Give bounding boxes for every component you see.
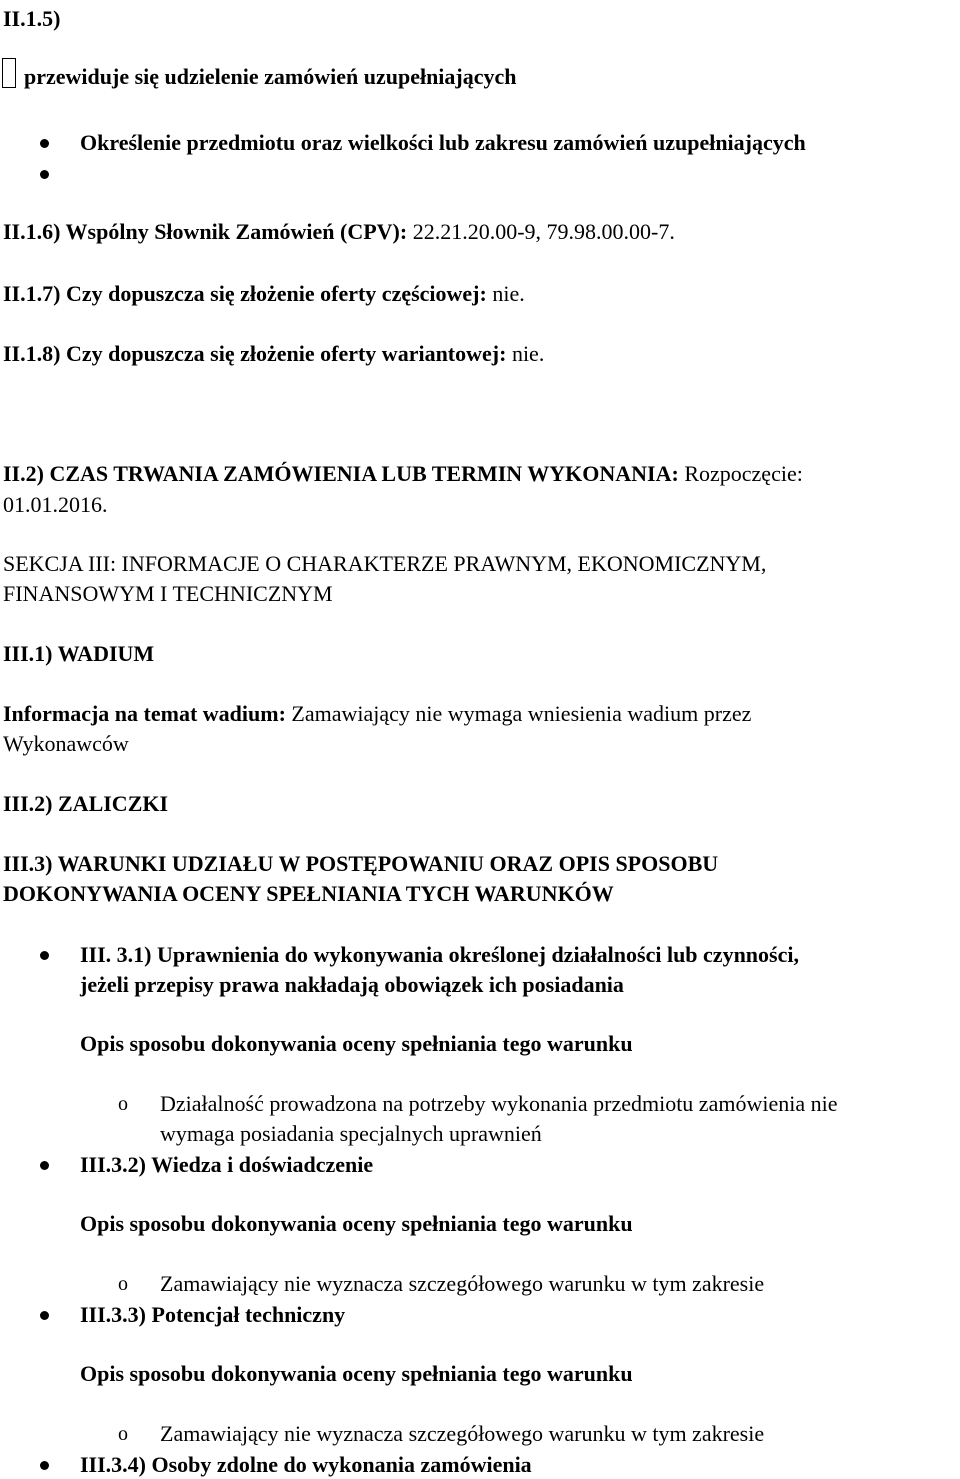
cpv-line (3, 221, 675, 243)
cpv-value: 22.21.20.00-9, 79.98.00.00-7. (412, 219, 675, 244)
bullet-icon (40, 1461, 49, 1470)
section-iii-title-line2: FINANSOWYM I TECHNICZNYM (3, 581, 333, 606)
duration-date: 01.01.2016. (3, 492, 108, 517)
condition-2-title: III.3.2) Wiedza i doświadczenie (80, 1152, 374, 1177)
cpv-label: II.1.6) Wspólny Słownik Zamówień (CPV): (3, 219, 408, 244)
checkbox-label: przewiduje się udzielenie zamówień uzupełniających (24, 64, 517, 89)
condition-3-title: III.3.3) Potencjał techniczny (80, 1302, 346, 1327)
variant-offer-label: II.1.8) Czy dopuszcza się złożenie oferty wariantowej: (3, 341, 507, 366)
condition-4-title: III.3.4) Osoby zdolne do wykonania zamówienia (80, 1452, 532, 1477)
conditions-heading-line2: DOKONYWANIA OCENY SPEŁNIANIA TYCH WARUNKÓW (3, 881, 614, 906)
partial-offer-line (3, 283, 525, 305)
condition-1-desc-line1: Działalność prowadzona na potrzeby wykonania przedmiotu zamówienia nie (160, 1091, 838, 1116)
variant-offer-value: nie. (511, 341, 545, 366)
duration-label: II.2) CZAS TRWANIA ZAMÓWIENIA LUB TERMIN WYKONANIA: (3, 461, 679, 486)
zaliczki-heading: III.2) ZALICZKI (3, 791, 169, 816)
condition-2-desc: Zamawiający nie wyznacza szczegółowego warunku w tym zakresie (160, 1271, 765, 1296)
supplementary-orders-label: Określenie przedmiotu oraz wielkości lub zakresu zamówień uzupełniających (80, 130, 806, 155)
bullet-icon (40, 170, 49, 179)
bullet-icon (40, 1161, 49, 1170)
section-heading-ii-1-5: II.1.5) (3, 6, 61, 31)
condition-2-desc-label: Opis sposobu dokonywania oceny spełniania tego warunku (80, 1211, 633, 1236)
checkbox[interactable] (2, 58, 16, 88)
condition-1-desc-label: Opis sposobu dokonywania oceny spełniania tego warunku (80, 1031, 633, 1056)
variant-offer-line (3, 343, 544, 365)
circle-bullet-icon: o (118, 1093, 128, 1115)
wadium-value: Zamawiający nie wymaga wniesienia wadium przez (291, 701, 752, 726)
bullet-icon (40, 951, 49, 960)
conditions-heading-line1: III.3) WARUNKI UDZIAŁU W POSTĘPOWANIU ORAZ OPIS SPOSOBU (3, 851, 719, 876)
bullet-icon (40, 1311, 49, 1320)
partial-offer-value: nie. (492, 281, 525, 306)
wadium-value-cont: Wykonawców (3, 731, 129, 756)
duration-value: Rozpoczęcie: (684, 461, 803, 486)
circle-bullet-icon: o (118, 1423, 128, 1445)
partial-offer-label: II.1.7) Czy dopuszcza się złożenie oferty częściowej: (3, 281, 487, 306)
condition-3-desc: Zamawiający nie wyznacza szczegółowego warunku w tym zakresie (160, 1421, 765, 1446)
wadium-line (3, 703, 751, 725)
condition-1-desc-line2: wymaga posiadania specjalnych uprawnień (160, 1121, 542, 1146)
wadium-label: Informacja na temat wadium: (3, 701, 286, 726)
wadium-heading: III.1) WADIUM (3, 641, 155, 666)
condition-1-title-line1: III. 3.1) Uprawnienia do wykonywania określonej działalności lub czynności, (80, 942, 799, 967)
condition-1-title-line2: jeżeli przepisy prawa nakładają obowiązek ich posiadania (80, 972, 624, 997)
condition-3-desc-label: Opis sposobu dokonywania oceny spełniania tego warunku (80, 1361, 633, 1386)
circle-bullet-icon: o (118, 1273, 128, 1295)
section-iii-title-line1: SEKCJA III: INFORMACJE O CHARAKTERZE PRAWNYM, EKONOMICZNYM, (3, 551, 767, 576)
bullet-icon (40, 139, 49, 148)
duration-line (3, 463, 803, 485)
